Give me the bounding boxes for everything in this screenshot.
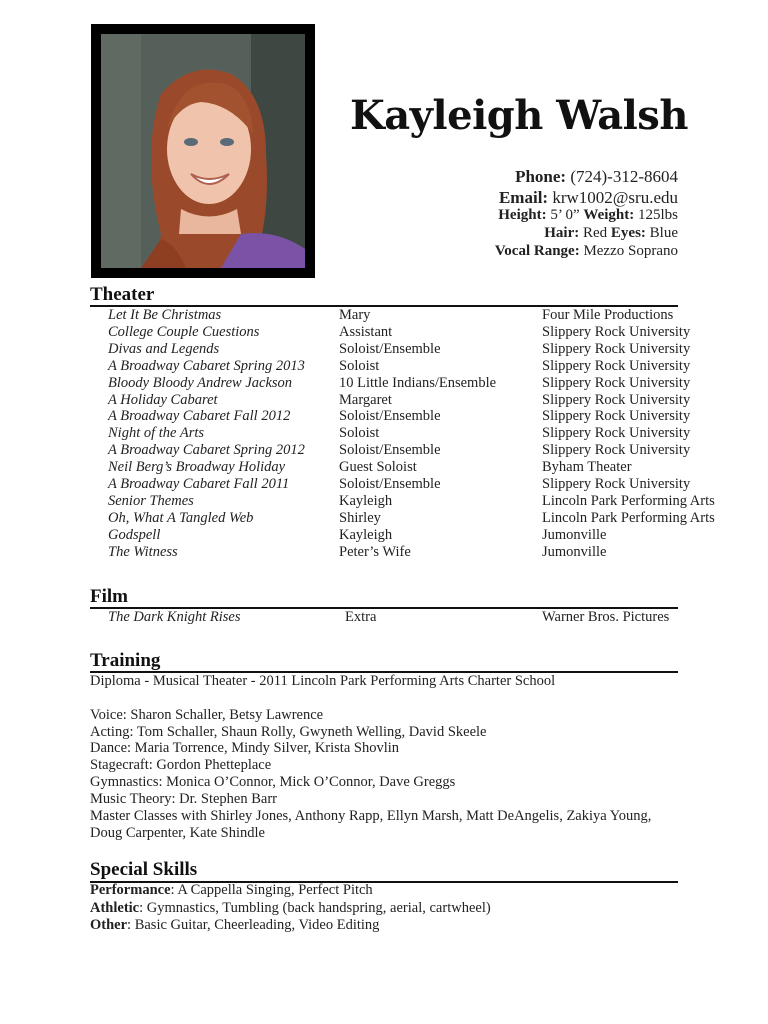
theater-venue: Lincoln Park Performing Arts (542, 510, 715, 526)
email-value[interactable]: krw1002@sru.edu (552, 188, 678, 207)
headshot-photo (101, 34, 305, 268)
theater-role: Shirley (339, 510, 381, 526)
training-line: Stagecraft: Gordon Phetteplace (90, 757, 272, 773)
vocal-range-label: Vocal Range: (494, 243, 580, 259)
theater-venue: Jumonville (542, 527, 607, 543)
theater-role: Soloist (339, 358, 380, 374)
theater-role: Assistant (339, 324, 393, 340)
theater-show: Neil Berg’s Broadway Holiday (108, 459, 286, 475)
theater-venue: Slippery Rock University (542, 392, 691, 408)
theater-show: A Broadway Cabaret Fall 2011 (108, 476, 290, 492)
theater-venue: Slippery Rock University (542, 341, 691, 357)
film-company: Warner Bros. Pictures (542, 609, 670, 625)
theater-venue: Slippery Rock University (542, 425, 691, 441)
theater-show: Senior Themes (108, 493, 194, 509)
training-line: Voice: Sharon Schaller, Betsy Lawrence (90, 707, 324, 723)
theater-show: Let It Be Christmas (108, 307, 222, 323)
theater-venue: Slippery Rock University (542, 375, 691, 391)
training-line: Master Classes with Shirley Jones, Anthony Rapp, Ellyn Marsh, Matt DeAngelis, Zakiya Young, (90, 808, 652, 824)
skill-label: Performance (90, 882, 171, 898)
vocal-range-value: Mezzo Soprano (583, 243, 678, 259)
skill-value: : A Cappella Singing, Perfect Pitch (170, 882, 373, 898)
theater-show: A Broadway Cabaret Spring 2012 (108, 442, 305, 458)
height-weight-line (498, 207, 678, 224)
theater-venue: Slippery Rock University (542, 476, 691, 492)
eyes-label: Eyes: (610, 225, 646, 241)
theater-role: Soloist (339, 425, 380, 441)
phone-line (515, 167, 678, 187)
training-line: Gymnastics: Monica O’Connor, Mick O’Connor, Dave Greggs (90, 774, 456, 790)
theater-show: Divas and Legends (108, 341, 220, 357)
theater-role: Kayleigh (339, 493, 393, 509)
theater-role: Soloist/Ensemble (339, 408, 441, 424)
theater-role: Kayleigh (339, 527, 393, 543)
theater-heading: Theater (90, 284, 155, 305)
hair-value: Red (582, 225, 608, 241)
theater-show: Godspell (108, 527, 161, 543)
skill-line (90, 882, 373, 899)
training-line: Doug Carpenter, Kate Shindle (90, 825, 265, 841)
skill-value: : Basic Guitar, Cheerleading, Video Editing (127, 917, 380, 933)
eyes-value: Blue (649, 225, 678, 241)
theater-venue: Four Mile Productions (542, 307, 674, 323)
height-value: 5’ 0” (550, 207, 580, 223)
theater-venue: Slippery Rock University (542, 442, 691, 458)
theater-venue: Slippery Rock University (542, 408, 691, 424)
theater-show: A Holiday Cabaret (108, 392, 218, 408)
height-label: Height: (498, 207, 547, 223)
theater-role: 10 Little Indians/Ensemble (339, 375, 497, 391)
email-label: Email: (498, 188, 549, 207)
theater-venue: Lincoln Park Performing Arts (542, 493, 715, 509)
special-skills-heading: Special Skills (90, 859, 198, 880)
theater-role: Soloist/Ensemble (339, 341, 441, 357)
headshot-frame (91, 24, 315, 278)
skill-value: : Gymnastics, Tumbling (back handspring, aerial, cartwheel) (139, 900, 491, 916)
phone-label: Phone: (515, 167, 567, 186)
theater-role: Mary (339, 307, 371, 323)
theater-show: Bloody Bloody Andrew Jackson (108, 375, 293, 391)
film-role: Extra (345, 609, 377, 625)
theater-venue: Jumonville (542, 544, 607, 560)
training-line: Music Theory: Dr. Stephen Barr (90, 791, 277, 807)
skill-label: Athletic (90, 900, 140, 916)
theater-show: College Couple Cuestions (108, 324, 260, 340)
training-heading: Training (90, 650, 161, 671)
training-line: Dance: Maria Torrence, Mindy Silver, Krista Shovlin (90, 740, 400, 756)
theater-role: Soloist/Ensemble (339, 476, 441, 492)
training-diploma: Diploma - Musical Theater - 2011 Lincoln Park Performing Arts Charter School (90, 673, 556, 689)
weight-label: Weight: (583, 207, 635, 223)
theater-show: Oh, What A Tangled Web (108, 510, 254, 526)
training-line: Acting: Tom Schaller, Shaun Rolly, Gwyneth Welling, David Skeele (90, 724, 487, 740)
weight-value: 125lbs (637, 207, 678, 223)
phone-value: (724)-312-8604 (570, 167, 678, 186)
film-title: The Dark Knight Rises (108, 609, 241, 625)
theater-venue: Slippery Rock University (542, 324, 691, 340)
theater-show: A Broadway Cabaret Fall 2012 (108, 408, 291, 424)
headshot-illustration (101, 34, 305, 268)
theater-show: The Witness (108, 544, 178, 560)
skill-line (90, 917, 379, 934)
film-heading: Film (90, 586, 128, 607)
theater-role: Margaret (339, 392, 392, 408)
email-line (499, 188, 678, 208)
theater-role: Guest Soloist (339, 459, 417, 475)
applicant-name: Kayleigh Walsh (350, 92, 688, 139)
hair-label: Hair: (544, 225, 580, 241)
theater-role: Peter’s Wife (339, 544, 411, 560)
theater-show: A Broadway Cabaret Spring 2013 (108, 358, 305, 374)
theater-venue: Slippery Rock University (542, 358, 691, 374)
hair-eyes-line (544, 225, 678, 242)
skill-line (90, 900, 491, 917)
theater-venue: Byham Theater (542, 459, 632, 475)
theater-show: Night of the Arts (108, 425, 205, 441)
skill-label: Other (90, 917, 128, 933)
vocal-range-line (495, 243, 678, 260)
theater-role: Soloist/Ensemble (339, 442, 441, 458)
